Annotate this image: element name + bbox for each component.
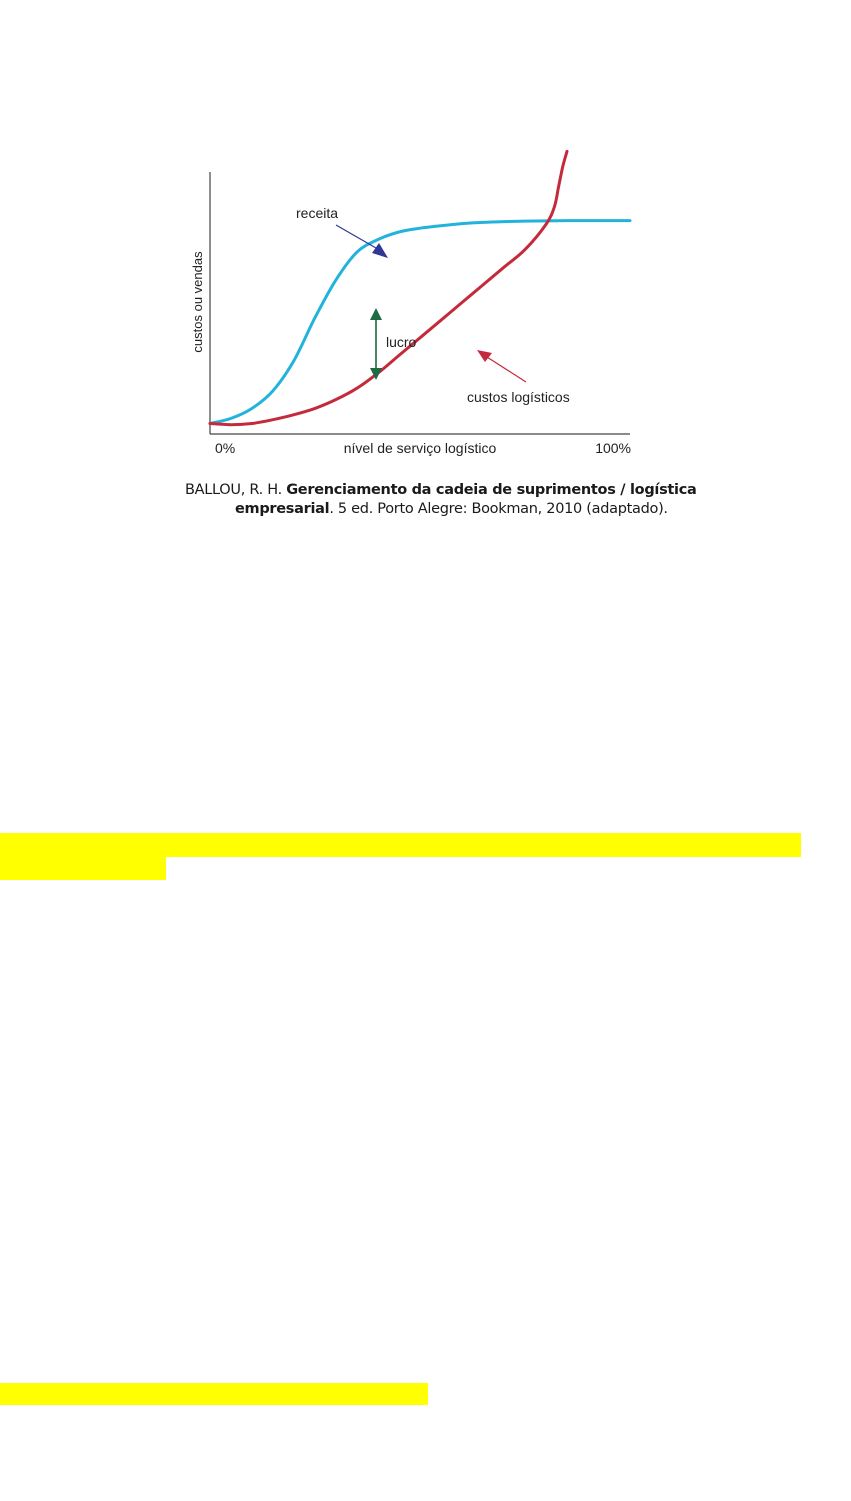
highlight-bar-2 bbox=[0, 857, 166, 880]
x-tick-label-100: 100% bbox=[595, 440, 631, 456]
x-axis-label: nível de serviço logístico bbox=[343, 440, 497, 456]
custos-arrowhead bbox=[477, 350, 492, 362]
receita-annotation-pointer bbox=[336, 225, 376, 248]
citation-author: BALLOU, R. H. bbox=[185, 482, 287, 498]
custos-annotation-pointer bbox=[487, 357, 526, 382]
x-tick-label-0: 0% bbox=[215, 440, 236, 456]
citation-publication: . 5 ed. Porto Alegre: Bookman, 2010 (adaptado). bbox=[329, 501, 668, 517]
citation-title-part1: Gerenciamento da cadeia de suprimentos / logística bbox=[286, 482, 697, 498]
highlight-bar-1 bbox=[0, 833, 801, 857]
lucro-annotation-label: lucro bbox=[386, 334, 417, 350]
custos-logisticos-line bbox=[210, 151, 567, 424]
highlight-bar-3 bbox=[0, 1383, 428, 1405]
receita-annotation-label: receita bbox=[296, 205, 339, 221]
figure-citation bbox=[185, 481, 705, 519]
service-level-chart bbox=[180, 150, 660, 470]
receita-arrowhead bbox=[372, 243, 388, 258]
y-axis-label: custos ou vendas bbox=[190, 251, 205, 353]
lucro-arrowhead-up bbox=[370, 308, 382, 320]
custos-logisticos-annotation-label: custos logísticos bbox=[467, 389, 570, 405]
citation-title-part2: empresarial bbox=[235, 501, 330, 517]
